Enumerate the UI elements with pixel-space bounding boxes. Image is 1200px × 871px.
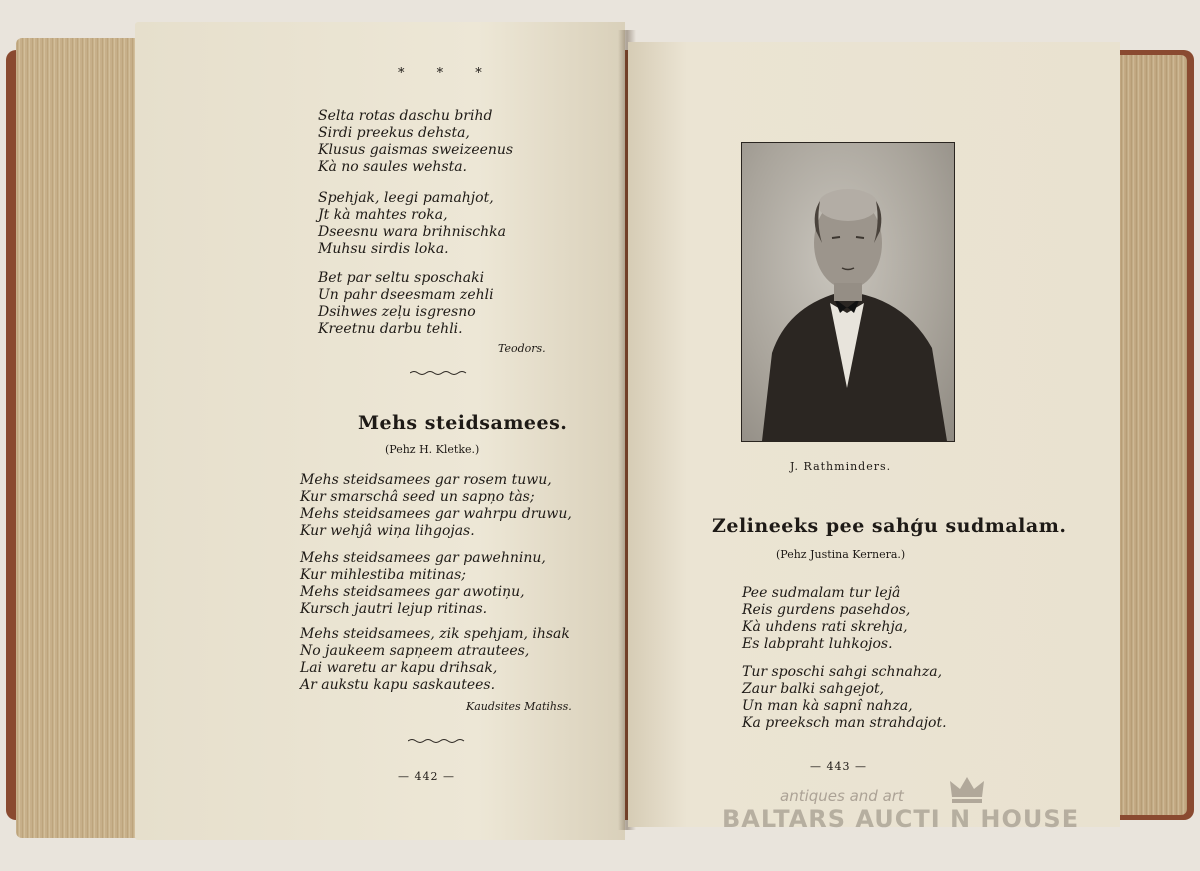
verse-line: Tur sposchi sahgi schnahza, [742,664,943,680]
verse-line: Kur mihlestiba mitinas; [300,567,467,583]
poem2-stanza-1 [300,472,572,540]
verse-line: Jt kà mahtes roka, [318,207,448,223]
verse-line: Klusus gaismas sweizeenus [318,142,514,158]
verse-line: Muhsu sirdis loka. [318,241,449,257]
verse-line: Ar aukstu kapu saskautees. [300,677,496,693]
crown-icon [948,775,986,805]
verse-line: Bet par seltu sposchaki [318,270,485,286]
verse-line: Mehs steidsamees gar wahrpu druwu, [300,506,572,522]
poem1-stanza-3 [318,270,494,338]
verse-line: Selta rotas daschu brihd [318,108,493,124]
verse-line: Dsihwes zeļu isgresno [318,304,476,320]
watermark-brand: BALTARS AUCTI N HOUSE [722,805,1080,833]
verse-line: Kreetnu darbu tehli. [318,321,463,337]
section-asterisks: * * * [398,66,496,81]
watermark-tagline: antiques and art [780,787,904,805]
verse-line: Mehs steidsamees, zik spehjam, ihsak [300,626,570,642]
poem2-subtitle: (Pehz H. Kletke.) [385,443,480,456]
poem3-stanza-2 [742,664,947,732]
verse-line: Lai waretu ar kapu drihsak, [300,660,498,676]
verse-line: Mehs steidsamees gar pawehninu, [300,550,546,566]
divider-ornament [408,738,466,744]
page-number-left: — 442 — [398,770,455,783]
left-page-edges [16,38,138,838]
verse-line: Kur smarschâ seed un sapņo tàs; [300,489,535,505]
portrait-caption: J. Rathminders. [790,460,892,473]
verse-line: Kursch jautri lejup ritinas. [300,601,488,617]
verse-line: Mehs steidsamees gar rosem tuwu, [300,472,552,488]
verse-line: Mehs steidsamees gar awotiņu, [300,584,525,600]
verse-line: Sirdi preekus dehsta, [318,125,470,141]
poem1-stanza-1 [318,108,513,176]
poem3-subtitle: (Pehz Justina Kernera.) [776,548,906,561]
verse-line: Pee sudmalam tur lejâ [742,585,901,601]
poem2-stanza-2 [300,550,546,618]
poem2-author: Kaudsites Matihss. [466,700,572,713]
page-number-right: — 443 — [810,760,867,773]
verse-line: Spehjak, leegi pamahjot, [318,190,494,206]
verse-line: Ka preeksch man strahdajot. [742,715,947,731]
divider-ornament [410,370,468,376]
poem2-stanza-3 [300,626,570,694]
poem3-stanza-1 [742,585,910,653]
portrait-photograph [741,142,955,442]
verse-line: Kà uhdens rati skrehja, [742,619,908,635]
verse-line: Zaur balki sahgejot, [742,681,885,697]
verse-line: Kur wehjâ wiņa lihgojas. [300,523,475,539]
verse-line: Kà no saules wehsta. [318,159,467,175]
verse-line: Un man kà sapnî nahza, [742,698,913,714]
verse-line: Reis gurdens pasehdos, [742,602,911,618]
poem3-title: Zelineeks pee sahģu sudmalam. [712,515,1067,537]
verse-line: Dseesnu wara brihnischka [318,224,506,240]
poem2-title: Mehs steidsamees. [358,412,568,434]
verse-line: Es labpraht luhkojos. [742,636,893,652]
verse-line: No jaukeem sapņeem atrautees, [300,643,530,659]
poem1-author: Teodors. [498,342,546,355]
portrait-figure [742,143,954,441]
poem1-stanza-2 [318,190,506,258]
right-page-edges [1115,55,1187,815]
verse-line: Un pahr dseesmam zehli [318,287,494,303]
